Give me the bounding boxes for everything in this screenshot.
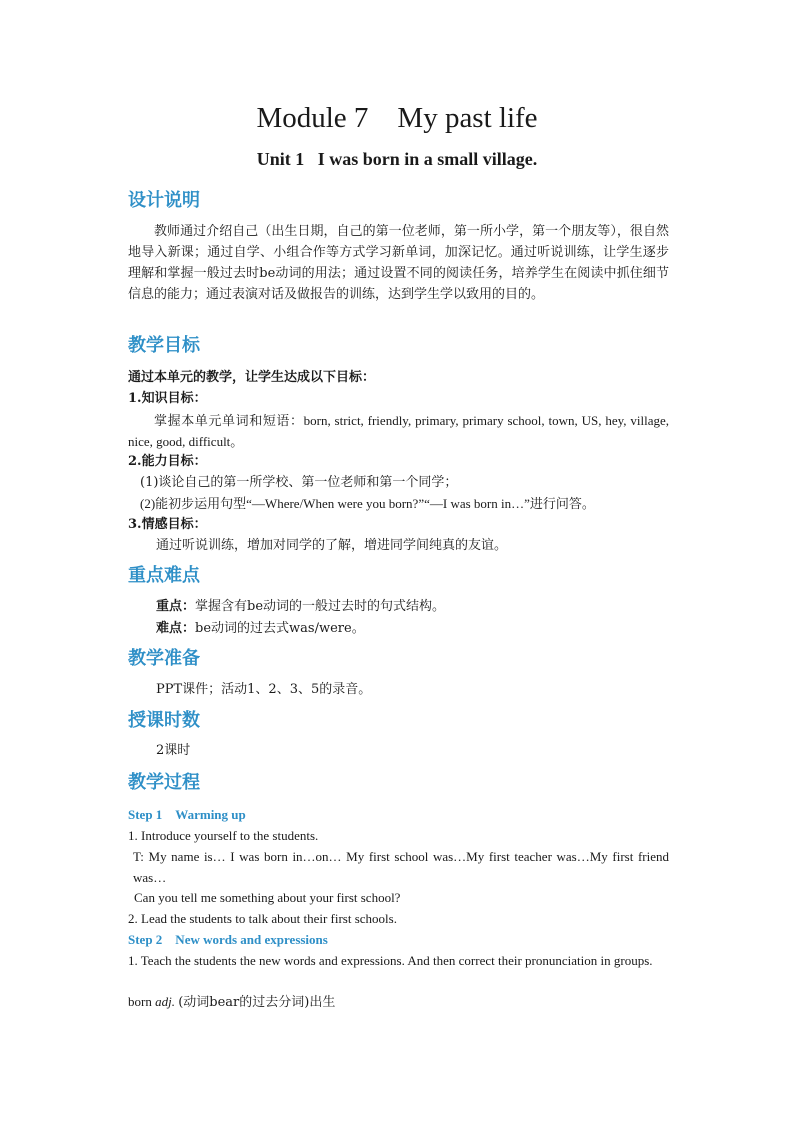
vocab-pos: adj.	[155, 994, 175, 1009]
design-body: 教师通过介绍自己（出生日期，自己的第一位老师，第一所小学，第一个朋友等），很自然地导入新课；通过自学、小组合作等方式学习新单词，加深记忆。通过听说训练，让学生逐步理解和掌握一般过去时be动词的用法；通过设置不同的阅读任务，培养学生在阅读中抓住细节信息的能力；通过表演对话及做报告的训练，达到学生学以致用的目的。	[128, 224, 669, 302]
heading-prep: 教学准备	[128, 648, 200, 669]
key-point	[156, 597, 445, 617]
step-1-question: Can you tell me something about your first school?	[134, 890, 401, 905]
difficult-body: be动词的过去式was/were。	[195, 621, 365, 636]
heading-design: 设计说明	[128, 190, 200, 211]
heading-goals: 教学目标	[128, 335, 200, 356]
step-1-title: Step 1 Warming up	[128, 807, 246, 822]
ability-label: 2.能力目标：	[128, 454, 207, 469]
step-1-teacher-line: T: My name is… I was born in…on… My first school was…My first teacher was…My first friend was…	[133, 849, 669, 885]
emotion-body: 通过听说训练，增加对同学的了解，增进同学间纯真的友谊。	[156, 538, 508, 553]
vocab-definition: (动词bear的过去分词)出生	[178, 995, 336, 1010]
knowledge-body: 掌握本单元单词和短语：born, strict, friendly, primary, primary school, town, US, hey, village, nice, good, difficult。	[128, 413, 669, 449]
key-label: 重点：	[156, 599, 196, 614]
heading-hours: 授课时数	[128, 710, 200, 731]
prep-body: PPT课件；活动1、2、3、5的录音。	[156, 682, 372, 697]
difficult-label: 难点：	[156, 621, 196, 636]
step-2-title: Step 2 New words and expressions	[128, 932, 328, 947]
page-title: Module 7 My past life	[256, 102, 538, 134]
step-1-item-1: 1. Introduce yourself to the students.	[128, 828, 319, 843]
step-1-item-2: 2. Lead the students to talk about their first schools.	[128, 911, 397, 926]
difficult-point	[156, 619, 365, 639]
ability-item-2: (2)能初步运用句型“—Where/When were you born?”“—I was born in…”进行问答。	[140, 496, 595, 511]
goals-intro: 通过本单元的教学，让学生达成以下目标：	[128, 370, 376, 385]
knowledge-label: 1.知识目标：	[128, 391, 207, 406]
heading-process: 教学过程	[128, 772, 200, 793]
vocab-word: born	[128, 994, 152, 1009]
hours-body: 2课时	[156, 743, 191, 758]
step-2-item-1: 1. Teach the students the new words and expressions. And then correct their pronunciation in groups.	[128, 953, 653, 968]
page-subtitle: Unit 1 I was born in a small village.	[256, 149, 538, 169]
emotion-label: 3.情感目标：	[128, 517, 207, 532]
vocab-born	[128, 992, 335, 1013]
ability-item-1: (1)谈论自己的第一所学校、第一位老师和第一个同学；	[140, 475, 458, 490]
heading-key: 重点难点	[128, 565, 200, 586]
key-body: 掌握含有be动词的一般过去时的句式结构。	[195, 599, 446, 614]
